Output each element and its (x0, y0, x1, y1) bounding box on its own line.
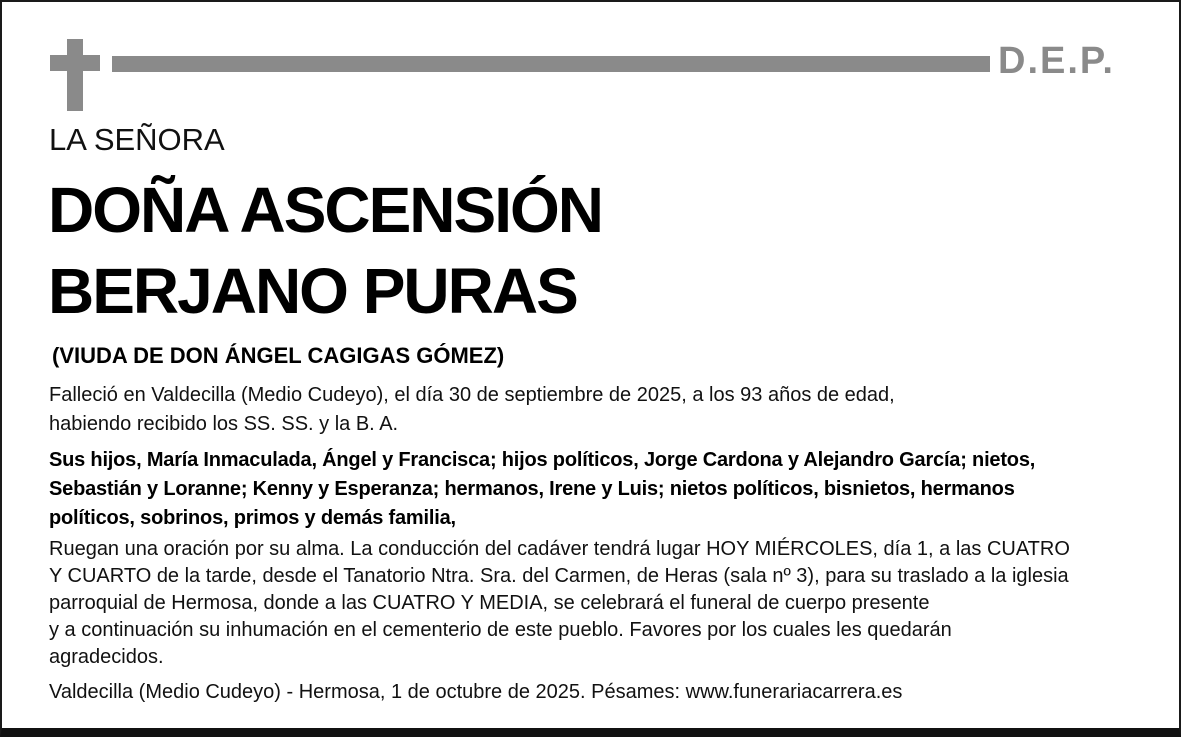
footer-line: Valdecilla (Medio Cudeyo) - Hermosa, 1 de octubre de 2025. Pésames: www.funerariacarrera.es (49, 681, 903, 703)
family-line: Sebastián y Loranne; Kenny y Esperanza; hermanos, Irene y Luis; nietos políticos, bisnietos, hermanos (49, 478, 1015, 500)
death-line: habiendo recibido los SS. SS. y la B. A. (49, 413, 399, 435)
cross-icon (50, 39, 100, 111)
service-line: agradecidos. (49, 646, 164, 668)
service-line: Y CUARTO de la tarde, desde el Tanatorio Ntra. Sra. del Carmen, de Heras (sala nº 3), para su traslado a la iglesia (49, 565, 1069, 587)
service-line: parroquial de Hermosa, donde a las CUATRO Y MEDIA, se celebrará el funeral de cuerpo presente (49, 592, 930, 614)
deceased-name-line1: DOÑA ASCENSIÓN (48, 174, 602, 246)
widow-of: (VIUDA DE DON ÁNGEL CAGIGAS GÓMEZ) (52, 343, 505, 368)
service-line: y a continuación su inhumación en el cementerio de este pueblo. Favores por los cuales les quedarán (49, 619, 952, 641)
death-line: Falleció en Valdecilla (Medio Cudeyo), el día 30 de septiembre de 2025, a los 93 años de edad, (49, 384, 895, 406)
service-line: Ruegan una oración por su alma. La conducción del cadáver tendrá lugar HOY MIÉRCOLES, día 1, a las CUATRO (49, 538, 1070, 560)
dep-label: D.E.P. (998, 40, 1115, 82)
title-prefix: LA SEÑORA (49, 122, 225, 157)
header-rule (112, 56, 990, 72)
deceased-name-line2: BERJANO PURAS (48, 255, 577, 327)
family-line: políticos, sobrinos, primos y demás familia, (49, 507, 456, 529)
family-line: Sus hijos, María Inmaculada, Ángel y Francisca; hijos políticos, Jorge Cardona y Alejandro García; nietos, (49, 449, 1036, 471)
